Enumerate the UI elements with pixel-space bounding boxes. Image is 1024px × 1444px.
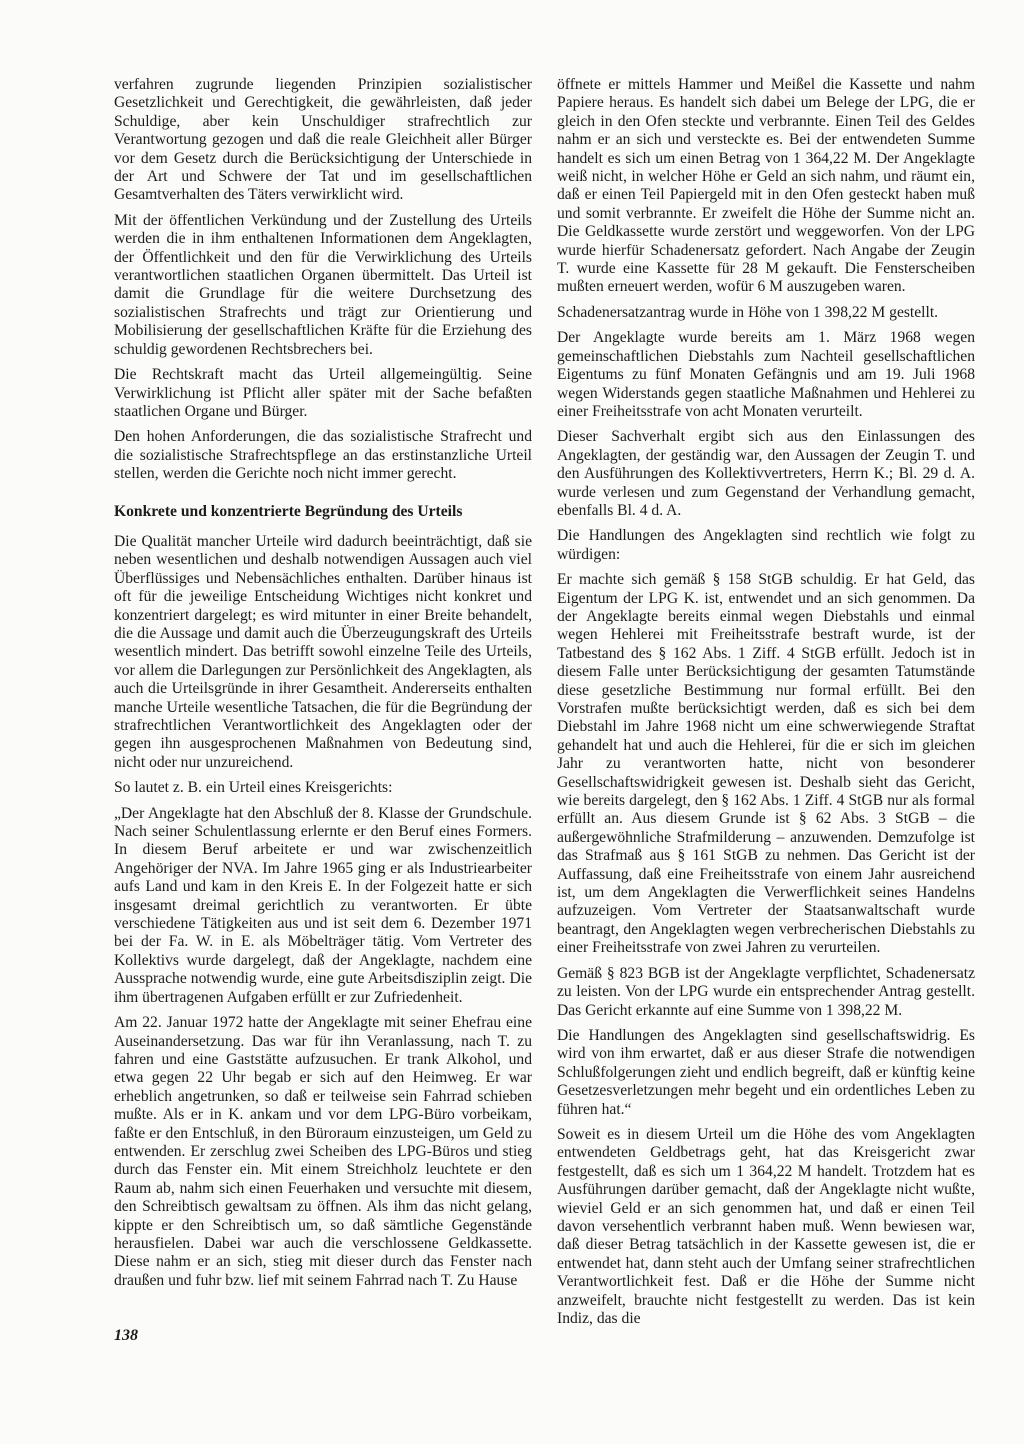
paragraph: Soweit es in diesem Urteil um die Höhe des vom Angeklagten entwendeten Geldbetrags geht, hat das Kreisgericht zwar festgestellt, daß es sich um 1 364,22 M handelt. Trotzdem hat es Ausführungen darüber gemacht, daß der Angeklagte nicht wußte, wieviel Geld er an sich genommen hat, und daß er einen Teil davon versehentlich verbrannt haben muß. Wenn bewiesen war, daß dieser Betrag tatsächlich in der Kassette gewesen ist, die er entwendet hat, dann steht auch der Umfang seiner strafrechtlichen Verantwortlichkeit fest. Daß er die Höhe der Summe nicht anzweifelt, brauchte nicht festgestellt zu werden. Das ist kein Indiz, das die [557,1125,975,1327]
paragraph: Die Rechtskraft macht das Urteil allgemeingültig. Seine Verwirklichung ist Pflicht aller später mit der Sache befaßten staatlichen Organe und Bürger. [114,366,532,420]
paragraph: verfahren zugrunde liegenden Prinzipien sozialistischer Gesetzlichkeit und Gerechtigkeit, die gewährleisten, daß jeder Schuldige, aber kein Unschuldiger strafrechtlich zur Verantwortung gezogen und daß die reale Gleichheit aller Bürger vor dem Gesetz durch die Berücksichtigung der Unterschiede in der Art und Schwere der Tat und im gesellschaftlichen Gesamtverhalten des Täters verwirklicht wird. [114,76,532,204]
paragraph: Den hohen Anforderungen, die das sozialistische Strafrecht und die sozialistische Strafrechtspflege an das erstinstanzliche Urteil stellen, werden die Gerichte noch nicht immer gerecht. [114,428,532,483]
paragraph: So lautet z. B. ein Urteil eines Kreisgerichts: [114,779,393,797]
paragraph: Am 22. Januar 1972 hatte der Angeklagte mit seiner Ehefrau eine Auseinandersetzung. Das war für ihn Veranlassung, nach T. zu fahren und eine Gaststätte aufzusuchen. Er trank Alkohol, und etwa gegen 22 Uhr begab er sich auf den Heimweg. Er war erheblich angetrunken, so daß er teilweise sein Fahrrad schieben mußte. Als er in K. ankam und vor dem LPG-Büro vorbeikam, faßte er den Entschluß, in den Büroraum einzusteigen, um Geld zu entwenden. Er zerschlug zwei Scheiben des LPG-Büros und stieg durch das Fenster ein. Mit einem Streichholz leuchtete er den Raum ab, nahm sich einen Feuerhaken und versuchte mit diesem, den Schreibtisch gewaltsam zu öffnen. Als ihm das nicht gelang, kippte er den Schreibtisch um, so daß sämtliche Gegenstände herausfielen. Dabei war auch die verschlossene Geldkassette. Diese nahm er an sich, stieg mit dieser durch das Fenster nach draußen und fuhr bzw. lief mit seinem Fahrrad nach T. Zu Hause [114,1014,532,1289]
paragraph: Der Angeklagte wurde bereits am 1. März 1968 wegen gemeinschaftlichen Diebstahls zum Nachteil gesellschaftlichen Eigentums zu fünf Monaten Gefängnis und am 19. Juli 1968 wegen Widerstands gegen staatliche Maßnahmen und Hehlerei zu einer Freiheitsstrafe von acht Monaten verurteilt. [557,329,975,420]
page-number: 138 [114,1327,138,1344]
left-column [114,76,532,1297]
paragraph: Die Handlungen des Angeklagten sind gesellschaftswidrig. Es wird von ihm erwartet, daß er aus dieser Strafe die notwendigen Schlußfolgerungen zieht und endlich begreift, daß er künftig keine Gesetzesverletzungen mehr begeht und ein ordentliches Leben zu führen hat.“ [557,1026,975,1118]
paragraph: Die Handlungen des Angeklagten sind rechtlich wie folgt zu würdigen: [557,527,975,563]
paragraph: Gemäß § 823 BGB ist der Angeklagte verpflichtet, Schadenersatz zu leisten. Von der LPG wurde ein entsprechender Antrag gestellt. Das Gericht erkannte auf eine Summe von 1 398,22 M. [557,964,975,1019]
right-column [557,76,975,1335]
section-heading: Konkrete und konzentrierte Begründung des Urteils [114,502,463,520]
paragraph: Die Qualität mancher Urteile wird dadurch beeinträchtigt, daß sie neben wesentlichen und deshalb notwendigen Aussagen auch viel Überflüssiges und Nebensächliches enthalten. Darüber hinaus ist oft für die jeweilige Entscheidung Wichtiges nicht konkret und konzentriert dargelegt; es wird mitunter in einer Breite behandelt, die die Aussage und damit auch die Überzeugungskraft des Urteils wesentlich mindert. Das betrifft sowohl einzelne Teile des Urteils, vor allem die Darlegungen zur Persönlichkeit des Angeklagten, als auch die Urteilsgründe in ihrer Gesamtheit. Andererseits enthalten manche Urteile wesentliche Tatsachen, die für die Begründung der strafrechtlichen Verantwortlichkeit des Angeklagten oder der gegen ihn ausgesprochenen Maßnahmen von Bedeutung sind, nicht oder nur unzureichend. [114,532,532,771]
paragraph: Dieser Sachverhalt ergibt sich aus den Einlassungen des Angeklagten, der geständig war, den Aussagen der Zeugin T. und den Ausführungen des Kollektivvertreters, Herrn K.; Bl. 29 d. A. wurde verlesen und zum Gegenstand der Verhandlung gemacht, ebenfalls Bl. 4 d. A. [557,428,975,519]
paragraph: Schadenersatzantrag wurde in Höhe von 1 398,22 M gestellt. [557,303,939,321]
paragraph: „Der Angeklagte hat den Abschluß der 8. Klasse der Grundschule. Nach seiner Schulentlassung erlernte er den Beruf eines Formers. In diesem Beruf arbeitete er und war zwischenzeitlich Angehöriger der NVA. Im Jahre 1965 ging er als Industriearbeiter aufs Land und kam in den Kreis E. In der Folgezeit hatte er sich insgesamt dreimal gerichtlich zu verantworten. Er übte verschiedene Tätigkeiten aus und ist seit dem 6. Dezember 1971 bei der Fa. W. in E. als Möbelträger tätig. Vom Vertreter des Kollektivs wurde dargelegt, daß der Angeklagte, nachdem eine Aussprache notwendig wurde, eine gute Arbeitsdisziplin zeigt. Die ihm übertragenen Aufgaben erfüllt er zur Zufriedenheit. [114,804,532,1006]
paragraph: öffnete er mittels Hammer und Meißel die Kassette und nahm Papiere heraus. Es handelt sich dabei um Belege der LPG, die er gleich in den Ofen steckte und verbrannte. Einen Teil des Geldes nahm er an sich und versteckte es. Bei der entwendeten Summe handelt es sich um einen Betrag von 1 364,22 M. Der Angeklagte weiß nicht, in welcher Höhe er Geld an sich nahm, und räumt ein, daß er einen Teil Papiergeld mit in den Ofen gesteckt haben muß und somit verbrannte. Er zweifelt die Höhe der Summe nicht an. Die Geldkassette wurde zerstört und weggeworfen. Von der LPG wurde hierfür Schadenersatz gefordert. Nach Angabe der Zeugin T. wurde eine Kassette für 28 M gekauft. Die Fensterscheiben mußten erneuert werden, wofür 6 M auszugeben waren. [557,76,975,296]
paragraph: Mit der öffentlichen Verkündung und der Zustellung des Urteils werden die in ihm enthaltenen Informationen dem Angeklagten, der Öffentlichkeit und den für die Verwirklichung des Urteils verantwortlichen staatlichen Organen übermittelt. Das Urteil ist damit die Grundlage für die weitere Durchsetzung des sozialistischen Strafrechts und trägt zur Orientierung und Mobilisierung der gesellschaftlichen Kräfte für die Erziehung des schuldig gewordenen Rechtsbrechers bei. [114,211,532,358]
paragraph: Er machte sich gemäß § 158 StGB schuldig. Er hat Geld, das Eigentum der LPG K. ist, entwendet und an sich genommen. Da der Angeklagte bereits einmal wegen Diebstahls und einmal wegen Hehlerei mit Freiheitsstrafe bestraft wurde, ist der Tatbestand des § 162 Abs. 1 Ziff. 4 StGB erfüllt. Jedoch ist in diesem Falle unter Berücksichtigung der gesamten Tatumstände diese gesetzliche Bestimmung nur formal erfüllt. Bei den Vorstrafen mußte berücksichtigt werden, daß es sich bei dem Diebstahl im Jahre 1968 nicht um eine schwerwiegende Straftat gehandelt hat und auch die Hehlerei, für die er sich im gleichen Jahr zu verantworten hatte, nicht von besonderer Gesellschaftswidrigkeit gewesen ist. Deshalb sieht das Gericht, wie bereits dargelegt, den § 162 Abs. 1 Ziff. 4 StGB nur als formal erfüllt an. Aus diesem Grunde ist § 62 Abs. 3 StGB – die außergewöhnliche Strafmilderung – anzuwenden. Demzufolge ist das Strafmaß aus § 161 StGB zu nehmen. Das Gericht ist der Auffassung, daß eine Freiheitsstrafe von einem Jahr ausreichend ist, um dem Angeklagten die Verwerflichkeit seines Handelns aufzuzeigen. Vom Vertreter der Staatsanwaltschaft wurde beantragt, den Angeklagten wegen verbrecherischen Diebstahls zu einer Freiheitsstrafe von zwei Jahren zu verurteilen. [557,571,975,957]
